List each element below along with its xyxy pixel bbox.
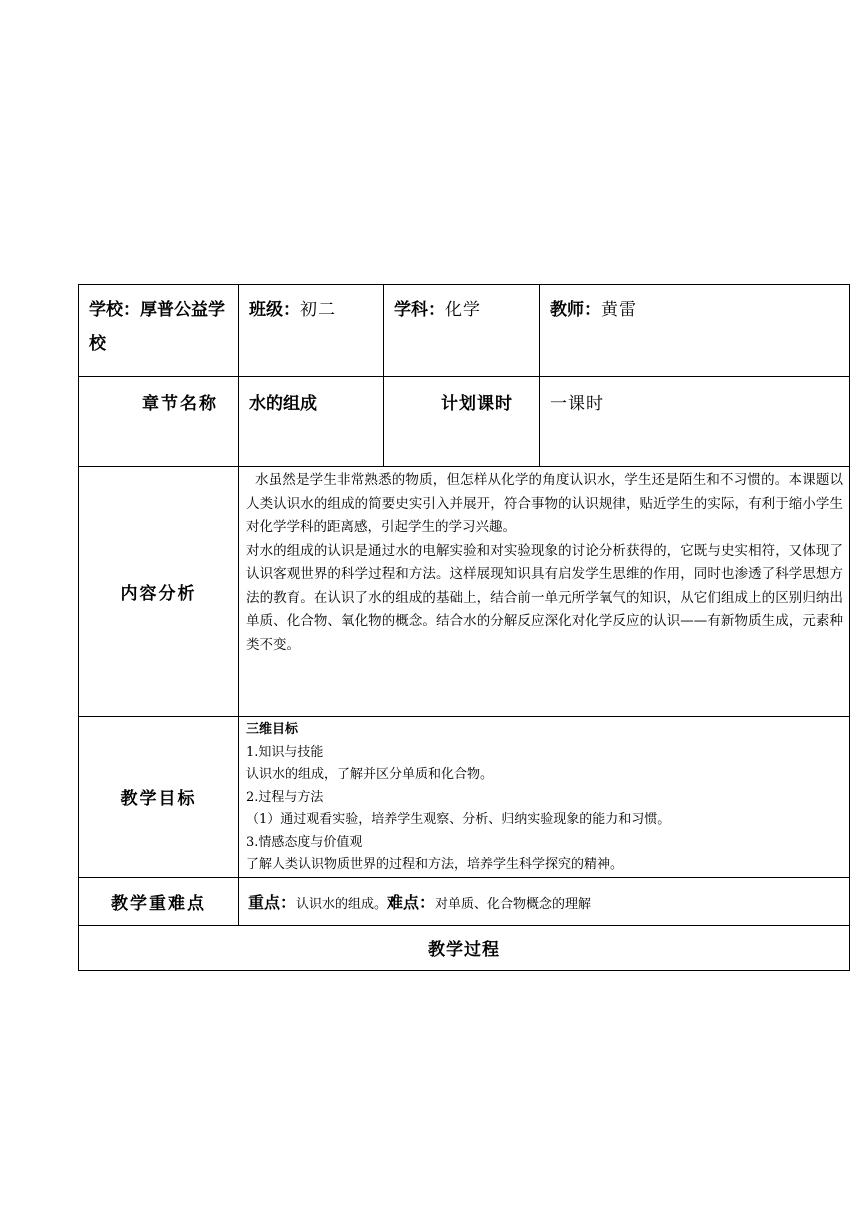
chapter-value: 水的组成 (239, 377, 384, 467)
difficulty-label: 难点： (387, 892, 436, 912)
goals-heading: 三维目标 (246, 722, 299, 737)
teaching-goals-row (79, 717, 850, 878)
teacher-label: 教师： (550, 300, 601, 320)
school-label: 学校： (89, 300, 140, 320)
school-cell (79, 285, 239, 377)
key-value: 认识水的组成。 (296, 896, 388, 912)
subject-label: 学科： (394, 300, 445, 320)
goals-line: 2.过程与方法 (246, 789, 324, 805)
teacher-cell (540, 285, 850, 377)
school-value: 厚普公益学校 (89, 300, 225, 354)
header-row (79, 285, 850, 377)
goals-line: 1.知识与技能 (246, 744, 324, 760)
subject-cell (384, 285, 540, 377)
teaching-process-title: 教学过程 (79, 925, 850, 970)
content-analysis-row (79, 467, 850, 717)
planned-hours-value: 一课时 (540, 377, 850, 467)
teacher-value: 黄雷 (601, 300, 637, 320)
key-points-label: 教学重难点 (79, 877, 239, 925)
goals-line: （1）通过观看实验，培养学生观察、分析、归纳实验现象的能力和习惯。 (246, 812, 671, 827)
goals-line: 认识水的组成，了解并区分单质和化合物。 (246, 767, 494, 782)
lesson-plan-table (78, 284, 850, 971)
class-value: 初二 (300, 300, 336, 320)
goals-line: 了解人类认识物质世界的过程和方法，培养学生科学探究的精神。 (246, 857, 624, 872)
content-analysis-label: 内容分析 (79, 467, 239, 717)
teaching-goals-text (239, 717, 850, 878)
teaching-goals-label: 教学目标 (79, 717, 239, 878)
class-label: 班级： (249, 300, 300, 320)
content-analysis-text (239, 467, 850, 717)
key-label: 重点： (248, 892, 297, 912)
content-paragraph-1: 水虽然是学生非常熟悉的物质，但怎样从化学的角度认识水，学生还是陌生和不习惯的。本课题以人类认识水的组成的简要史实引入并展开，符合事物的认识规律，贴近学生的实际，有利于缩小学生对化学学科的距离感，引起学生的学习兴趣。 (246, 472, 843, 535)
class-cell (239, 285, 384, 377)
teaching-process-row (79, 925, 850, 970)
goals-line: 3.情感态度与价值观 (246, 834, 363, 850)
subject-value: 化学 (445, 300, 481, 320)
key-points-row (79, 877, 850, 925)
chapter-label: 章节名称 (79, 377, 239, 467)
planned-hours-label: 计划课时 (384, 377, 540, 467)
difficulty-value: 对单质、化合物概念的理解 (435, 896, 592, 912)
content-paragraph-2: 对水的组成的认识是通过水的电解实验和对实验现象的讨论分析获得的，它既与史实相符，又体现了认识客观世界的科学过程和方法。这样展现知识具有启发学生思维的作用，同时也渗透了科学思想方法的教育。在认识了水的组成的基础上，结合前一单元所学氧气的知识，从它们组成上的区别归纳出单质、化合物、氧化物的概念。结合水的分解反应深化对化学反应的认识——有新物质生成，元素种类不变。 (246, 542, 843, 653)
key-points-text (239, 877, 850, 925)
chapter-row (79, 377, 850, 467)
